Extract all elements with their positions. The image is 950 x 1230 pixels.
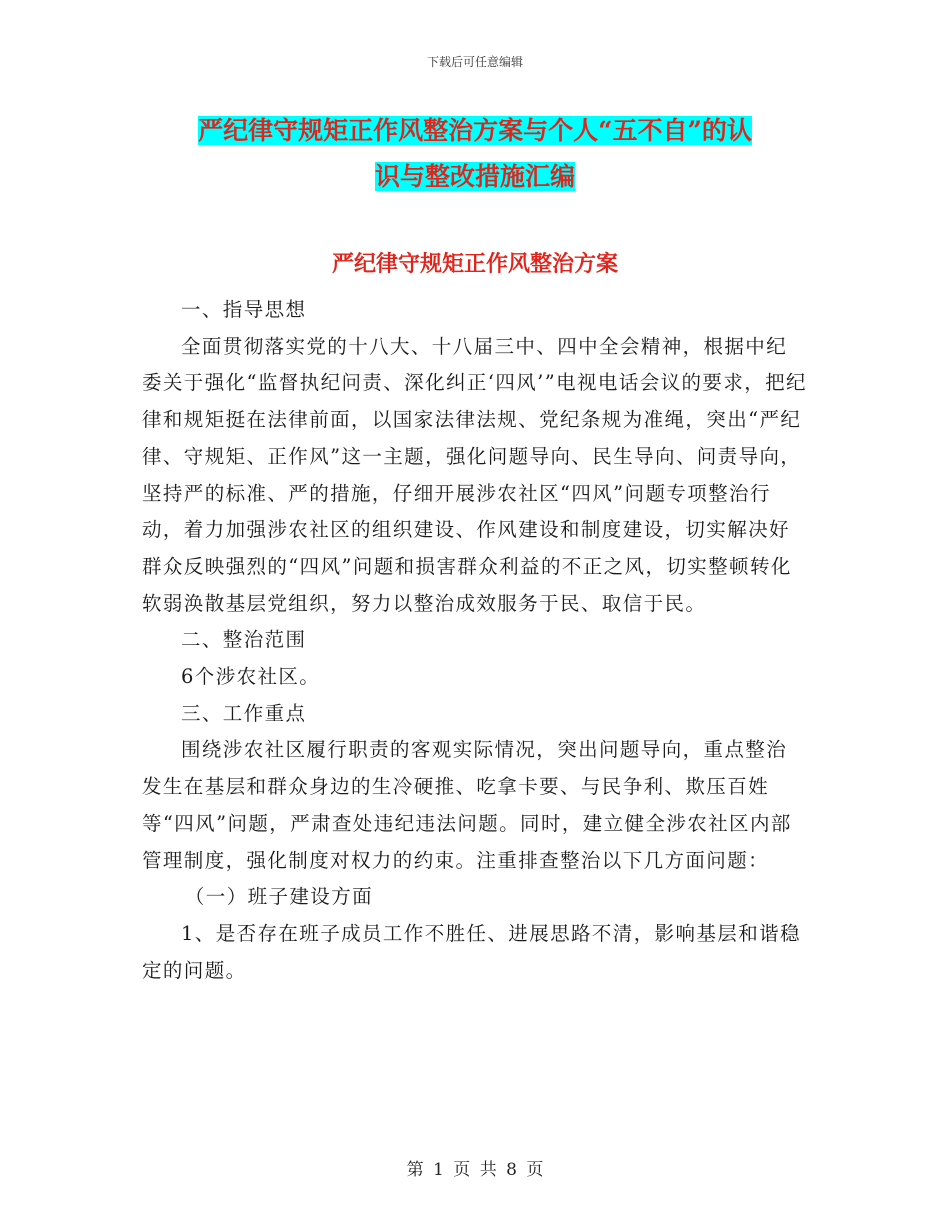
paragraph-work-focus: 围绕涉农社区履行职责的客观实际情况，突出问题导向，重点整治发生在基层和群众身边的生冷硬推、吃拿卡要、与民争利、欺压百姓等“四风”问题，严肃查处违纪违法问题。同时，建立健全涉农社区内部管理制度，强化制度对权力的约束。注重排查整治以下几方面问题： [142, 738, 792, 872]
header-note: 下载后可任意编辑 [426, 55, 523, 69]
section-title: 严纪律守规矩正作风整治方案 [331, 251, 618, 277]
document-body [142, 292, 807, 989]
heading-scope: 二、整治范围 [181, 628, 307, 652]
paragraph-guiding-thought: 全面贯彻落实党的十八大、十八届三中、四中全会精神，根据中纪委关于强化“监督执纪问责、深化纠正‘四风’”电视电话会议的要求，把纪律和规矩挺在法律前面，以国家法律法规、党纪条规为准绳，突出“严纪律、守规矩、正作风”这一主题，强化问题导向、民生导向、问责导向，坚持严的标准、严的措施，仔细开展涉农社区“四风”问题专项整治行动，着力加强涉农社区的组织建设、作风建设和制度建设，切实解决好群众反映强烈的“四风”问题和损害群众利益的不正之风，切实整顿转化软弱涣散基层党组织，努力以整治成效服务于民、取信于民。 [142, 334, 807, 615]
page-footer: 第 1 页 共 8 页 [406, 1160, 544, 1180]
heading-work-focus: 三、工作重点 [181, 701, 307, 725]
main-title-line-2: 识与整改措施汇编 [374, 162, 575, 191]
heading-guiding-thought: 一、指导思想 [181, 298, 307, 321]
paragraph-item-1: 1、是否存在班子成员工作不胜任、进展思路不清，影响基层和谐稳定的问题。 [142, 921, 801, 982]
main-title [140, 108, 810, 200]
main-title-line-1: 严纪律守规矩正作风整治方案与个人“五不自”的认 [198, 116, 752, 145]
subheading-team-building: （一）班子建设方面 [184, 885, 373, 909]
paragraph-scope: 6个涉农社区。 [181, 665, 321, 689]
